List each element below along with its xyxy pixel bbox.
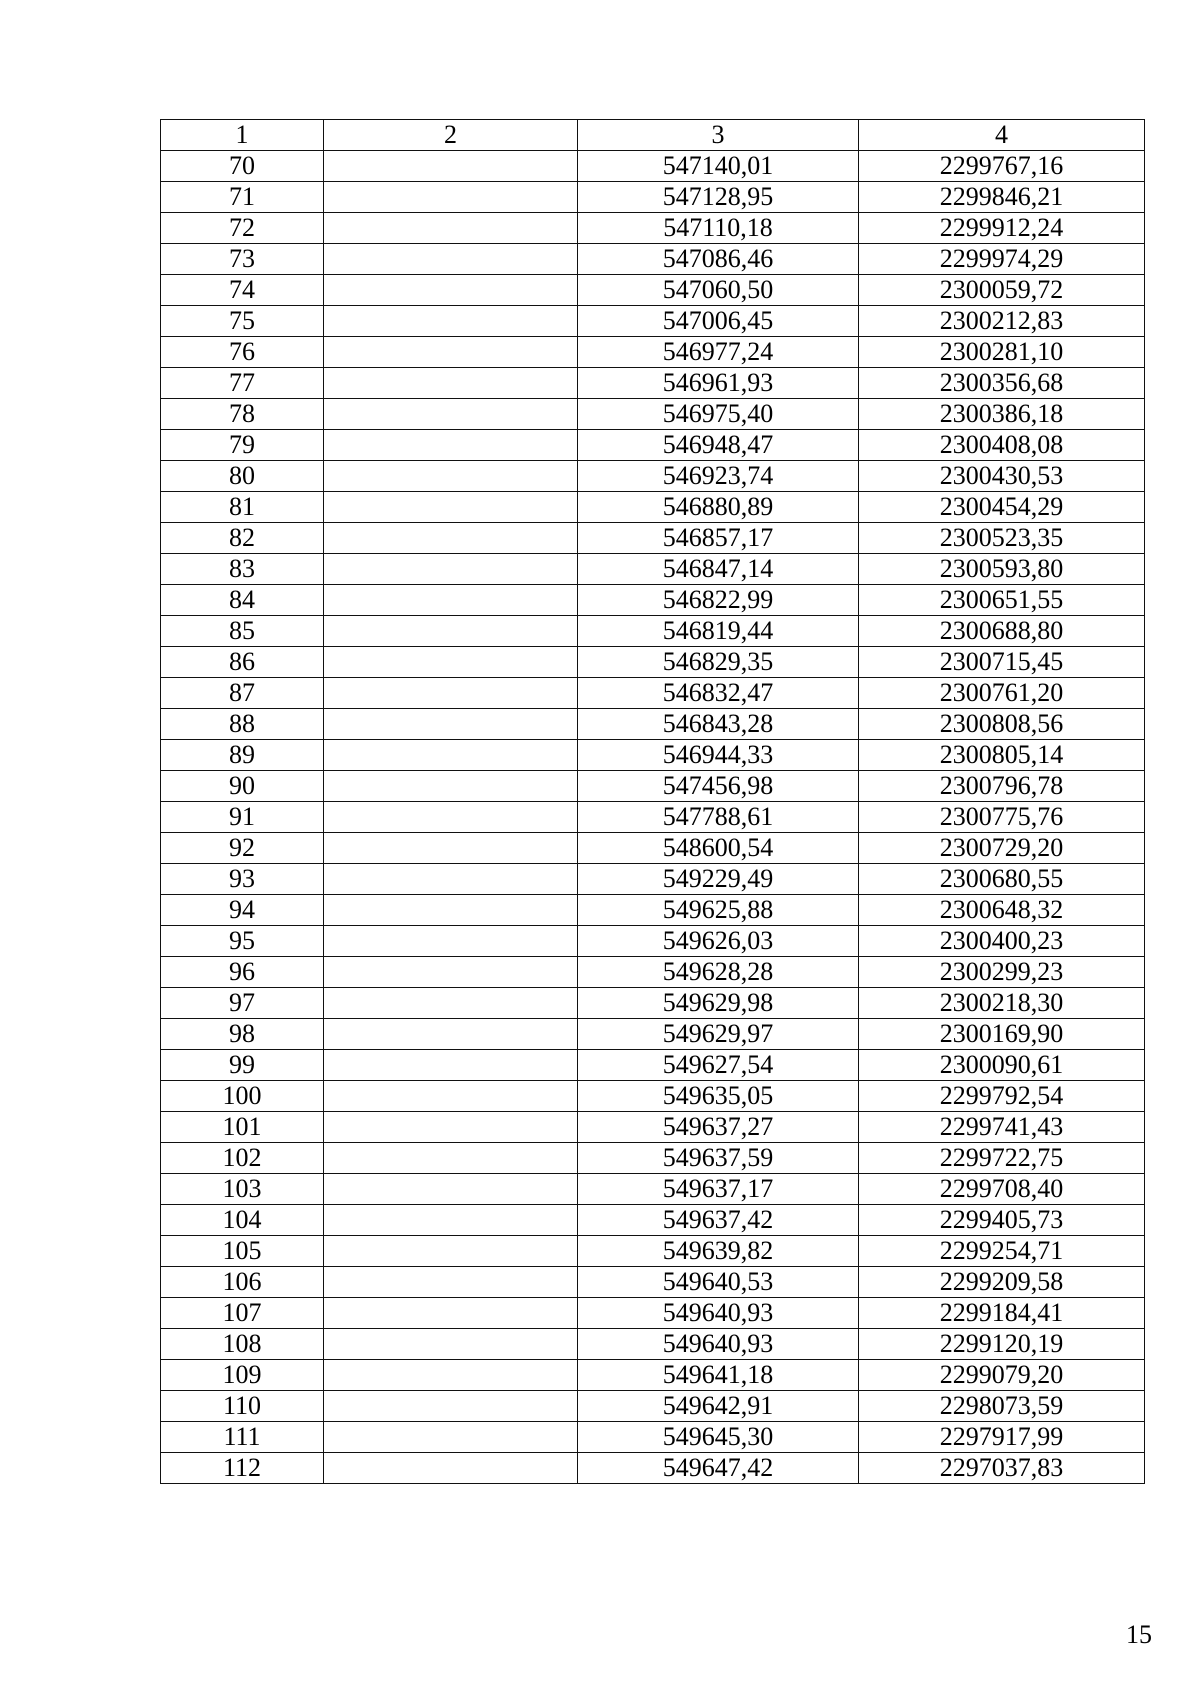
description-cell	[324, 647, 578, 678]
point-number-cell: 109	[161, 1360, 324, 1391]
x-coordinate-cell: 549640,93	[578, 1298, 859, 1329]
y-coordinate-cell: 2300299,23	[859, 957, 1145, 988]
y-coordinate-cell: 2300218,30	[859, 988, 1145, 1019]
y-coordinate-cell: 2299722,75	[859, 1143, 1145, 1174]
point-number-cell: 81	[161, 492, 324, 523]
point-number-cell: 88	[161, 709, 324, 740]
x-coordinate-cell: 546977,24	[578, 337, 859, 368]
y-coordinate-cell: 2299120,19	[859, 1329, 1145, 1360]
table-row	[161, 1453, 1145, 1484]
header-cell-col1: 1	[161, 120, 324, 151]
y-coordinate-cell: 2299708,40	[859, 1174, 1145, 1205]
y-coordinate-cell: 2299209,58	[859, 1267, 1145, 1298]
point-number-cell: 100	[161, 1081, 324, 1112]
point-number-cell: 82	[161, 523, 324, 554]
table-row	[161, 399, 1145, 430]
x-coordinate-cell: 546832,47	[578, 678, 859, 709]
description-cell	[324, 492, 578, 523]
x-coordinate-cell: 546829,35	[578, 647, 859, 678]
point-number-cell: 87	[161, 678, 324, 709]
description-cell	[324, 1236, 578, 1267]
y-coordinate-cell: 2299792,54	[859, 1081, 1145, 1112]
x-coordinate-cell: 546847,14	[578, 554, 859, 585]
table-row	[161, 1174, 1145, 1205]
point-number-cell: 104	[161, 1205, 324, 1236]
point-number-cell: 85	[161, 616, 324, 647]
x-coordinate-cell: 549629,98	[578, 988, 859, 1019]
description-cell	[324, 523, 578, 554]
table-row	[161, 833, 1145, 864]
y-coordinate-cell: 2298073,59	[859, 1391, 1145, 1422]
table-row	[161, 213, 1145, 244]
y-coordinate-cell: 2300680,55	[859, 864, 1145, 895]
table-row	[161, 523, 1145, 554]
header-cell-col4: 4	[859, 120, 1145, 151]
point-number-cell: 71	[161, 182, 324, 213]
table-row	[161, 616, 1145, 647]
point-number-cell: 76	[161, 337, 324, 368]
y-coordinate-cell: 2299912,24	[859, 213, 1145, 244]
x-coordinate-cell: 549637,59	[578, 1143, 859, 1174]
description-cell	[324, 1453, 578, 1484]
x-coordinate-cell: 546944,33	[578, 740, 859, 771]
x-coordinate-cell: 546819,44	[578, 616, 859, 647]
x-coordinate-cell: 547110,18	[578, 213, 859, 244]
table-row	[161, 492, 1145, 523]
y-coordinate-cell: 2299079,20	[859, 1360, 1145, 1391]
table-row	[161, 1236, 1145, 1267]
point-number-cell: 102	[161, 1143, 324, 1174]
point-number-cell: 97	[161, 988, 324, 1019]
description-cell	[324, 275, 578, 306]
description-cell	[324, 1391, 578, 1422]
description-cell	[324, 1174, 578, 1205]
description-cell	[324, 337, 578, 368]
table-row	[161, 1329, 1145, 1360]
x-coordinate-cell: 549625,88	[578, 895, 859, 926]
table-row	[161, 554, 1145, 585]
point-number-cell: 99	[161, 1050, 324, 1081]
description-cell	[324, 182, 578, 213]
description-cell	[324, 771, 578, 802]
point-number-cell: 75	[161, 306, 324, 337]
x-coordinate-cell: 547006,45	[578, 306, 859, 337]
y-coordinate-cell: 2300090,61	[859, 1050, 1145, 1081]
description-cell	[324, 1329, 578, 1360]
x-coordinate-cell: 547456,98	[578, 771, 859, 802]
point-number-cell: 103	[161, 1174, 324, 1205]
x-coordinate-cell: 549635,05	[578, 1081, 859, 1112]
coordinates-table	[160, 119, 1145, 1484]
point-number-cell: 94	[161, 895, 324, 926]
description-cell	[324, 368, 578, 399]
x-coordinate-cell: 549626,03	[578, 926, 859, 957]
x-coordinate-cell: 549628,28	[578, 957, 859, 988]
y-coordinate-cell: 2300796,78	[859, 771, 1145, 802]
point-number-cell: 84	[161, 585, 324, 616]
point-number-cell: 92	[161, 833, 324, 864]
x-coordinate-cell: 549637,27	[578, 1112, 859, 1143]
table-row	[161, 1112, 1145, 1143]
x-coordinate-cell: 546843,28	[578, 709, 859, 740]
description-cell	[324, 1143, 578, 1174]
point-number-cell: 107	[161, 1298, 324, 1329]
x-coordinate-cell: 548600,54	[578, 833, 859, 864]
description-cell	[324, 399, 578, 430]
y-coordinate-cell: 2300386,18	[859, 399, 1145, 430]
description-cell	[324, 151, 578, 182]
table-row	[161, 926, 1145, 957]
point-number-cell: 98	[161, 1019, 324, 1050]
x-coordinate-cell: 546948,47	[578, 430, 859, 461]
table-row	[161, 802, 1145, 833]
point-number-cell: 112	[161, 1453, 324, 1484]
point-number-cell: 108	[161, 1329, 324, 1360]
table-row	[161, 182, 1145, 213]
x-coordinate-cell: 549627,54	[578, 1050, 859, 1081]
description-cell	[324, 430, 578, 461]
y-coordinate-cell: 2300651,55	[859, 585, 1145, 616]
y-coordinate-cell: 2297917,99	[859, 1422, 1145, 1453]
y-coordinate-cell: 2300761,20	[859, 678, 1145, 709]
y-coordinate-cell: 2300212,83	[859, 306, 1145, 337]
x-coordinate-cell: 549641,18	[578, 1360, 859, 1391]
table-row	[161, 709, 1145, 740]
point-number-cell: 93	[161, 864, 324, 895]
table-row	[161, 337, 1145, 368]
point-number-cell: 105	[161, 1236, 324, 1267]
description-cell	[324, 1019, 578, 1050]
table-row	[161, 306, 1145, 337]
table-row	[161, 1360, 1145, 1391]
point-number-cell: 70	[161, 151, 324, 182]
y-coordinate-cell: 2300648,32	[859, 895, 1145, 926]
description-cell	[324, 802, 578, 833]
description-cell	[324, 244, 578, 275]
point-number-cell: 89	[161, 740, 324, 771]
description-cell	[324, 306, 578, 337]
x-coordinate-cell: 547788,61	[578, 802, 859, 833]
y-coordinate-cell: 2300169,90	[859, 1019, 1145, 1050]
y-coordinate-cell: 2299974,29	[859, 244, 1145, 275]
y-coordinate-cell: 2300729,20	[859, 833, 1145, 864]
description-cell	[324, 1422, 578, 1453]
y-coordinate-cell: 2299741,43	[859, 1112, 1145, 1143]
y-coordinate-cell: 2300715,45	[859, 647, 1145, 678]
point-number-cell: 77	[161, 368, 324, 399]
x-coordinate-cell: 546961,93	[578, 368, 859, 399]
description-cell	[324, 988, 578, 1019]
y-coordinate-cell: 2300593,80	[859, 554, 1145, 585]
table-row	[161, 771, 1145, 802]
table-header-row	[161, 120, 1145, 151]
table-body	[161, 120, 1145, 1484]
table-row	[161, 678, 1145, 709]
description-cell	[324, 1205, 578, 1236]
y-coordinate-cell: 2300523,35	[859, 523, 1145, 554]
description-cell	[324, 554, 578, 585]
description-cell	[324, 678, 578, 709]
x-coordinate-cell: 546880,89	[578, 492, 859, 523]
header-cell-col3: 3	[578, 120, 859, 151]
point-number-cell: 106	[161, 1267, 324, 1298]
description-cell	[324, 1267, 578, 1298]
point-number-cell: 74	[161, 275, 324, 306]
y-coordinate-cell: 2299846,21	[859, 182, 1145, 213]
description-cell	[324, 709, 578, 740]
x-coordinate-cell: 549637,42	[578, 1205, 859, 1236]
table-row	[161, 1267, 1145, 1298]
table-row	[161, 585, 1145, 616]
point-number-cell: 111	[161, 1422, 324, 1453]
table-row	[161, 244, 1145, 275]
description-cell	[324, 1112, 578, 1143]
x-coordinate-cell: 549629,97	[578, 1019, 859, 1050]
x-coordinate-cell: 549229,49	[578, 864, 859, 895]
table-row	[161, 430, 1145, 461]
y-coordinate-cell: 2300688,80	[859, 616, 1145, 647]
description-cell	[324, 1360, 578, 1391]
y-coordinate-cell: 2299405,73	[859, 1205, 1145, 1236]
table-row	[161, 151, 1145, 182]
description-cell	[324, 957, 578, 988]
y-coordinate-cell: 2300400,23	[859, 926, 1145, 957]
table-row	[161, 988, 1145, 1019]
point-number-cell: 86	[161, 647, 324, 678]
x-coordinate-cell: 547128,95	[578, 182, 859, 213]
y-coordinate-cell: 2300356,68	[859, 368, 1145, 399]
table-row	[161, 275, 1145, 306]
table-row	[161, 1081, 1145, 1112]
table-row	[161, 740, 1145, 771]
y-coordinate-cell: 2300454,29	[859, 492, 1145, 523]
point-number-cell: 101	[161, 1112, 324, 1143]
table-row	[161, 1422, 1145, 1453]
description-cell	[324, 213, 578, 244]
description-cell	[324, 833, 578, 864]
description-cell	[324, 461, 578, 492]
point-number-cell: 72	[161, 213, 324, 244]
table-row	[161, 647, 1145, 678]
table-row	[161, 1019, 1145, 1050]
x-coordinate-cell: 547060,50	[578, 275, 859, 306]
y-coordinate-cell: 2300059,72	[859, 275, 1145, 306]
x-coordinate-cell: 549637,17	[578, 1174, 859, 1205]
y-coordinate-cell: 2300775,76	[859, 802, 1145, 833]
y-coordinate-cell: 2299254,71	[859, 1236, 1145, 1267]
description-cell	[324, 1298, 578, 1329]
y-coordinate-cell: 2300281,10	[859, 337, 1145, 368]
table-row	[161, 1050, 1145, 1081]
point-number-cell: 91	[161, 802, 324, 833]
y-coordinate-cell: 2299767,16	[859, 151, 1145, 182]
x-coordinate-cell: 547140,01	[578, 151, 859, 182]
x-coordinate-cell: 546822,99	[578, 585, 859, 616]
point-number-cell: 78	[161, 399, 324, 430]
point-number-cell: 110	[161, 1391, 324, 1422]
point-number-cell: 73	[161, 244, 324, 275]
table-row	[161, 1143, 1145, 1174]
table-row	[161, 368, 1145, 399]
table-row	[161, 864, 1145, 895]
y-coordinate-cell: 2300408,08	[859, 430, 1145, 461]
description-cell	[324, 1050, 578, 1081]
x-coordinate-cell: 546923,74	[578, 461, 859, 492]
header-cell-col2: 2	[324, 120, 578, 151]
point-number-cell: 80	[161, 461, 324, 492]
x-coordinate-cell: 549639,82	[578, 1236, 859, 1267]
description-cell	[324, 864, 578, 895]
description-cell	[324, 740, 578, 771]
description-cell	[324, 926, 578, 957]
x-coordinate-cell: 549640,53	[578, 1267, 859, 1298]
x-coordinate-cell: 546975,40	[578, 399, 859, 430]
table-row	[161, 957, 1145, 988]
table-row	[161, 1391, 1145, 1422]
table-row	[161, 895, 1145, 926]
table-row	[161, 461, 1145, 492]
table-row	[161, 1298, 1145, 1329]
page-number: 15	[1126, 1620, 1152, 1649]
y-coordinate-cell: 2300805,14	[859, 740, 1145, 771]
y-coordinate-cell: 2300808,56	[859, 709, 1145, 740]
point-number-cell: 83	[161, 554, 324, 585]
y-coordinate-cell: 2297037,83	[859, 1453, 1145, 1484]
y-coordinate-cell: 2299184,41	[859, 1298, 1145, 1329]
point-number-cell: 90	[161, 771, 324, 802]
point-number-cell: 96	[161, 957, 324, 988]
y-coordinate-cell: 2300430,53	[859, 461, 1145, 492]
x-coordinate-cell: 549647,42	[578, 1453, 859, 1484]
point-number-cell: 79	[161, 430, 324, 461]
x-coordinate-cell: 547086,46	[578, 244, 859, 275]
x-coordinate-cell: 549645,30	[578, 1422, 859, 1453]
x-coordinate-cell: 549640,93	[578, 1329, 859, 1360]
description-cell	[324, 895, 578, 926]
description-cell	[324, 616, 578, 647]
x-coordinate-cell: 546857,17	[578, 523, 859, 554]
description-cell	[324, 585, 578, 616]
point-number-cell: 95	[161, 926, 324, 957]
x-coordinate-cell: 549642,91	[578, 1391, 859, 1422]
description-cell	[324, 1081, 578, 1112]
table-row	[161, 1205, 1145, 1236]
